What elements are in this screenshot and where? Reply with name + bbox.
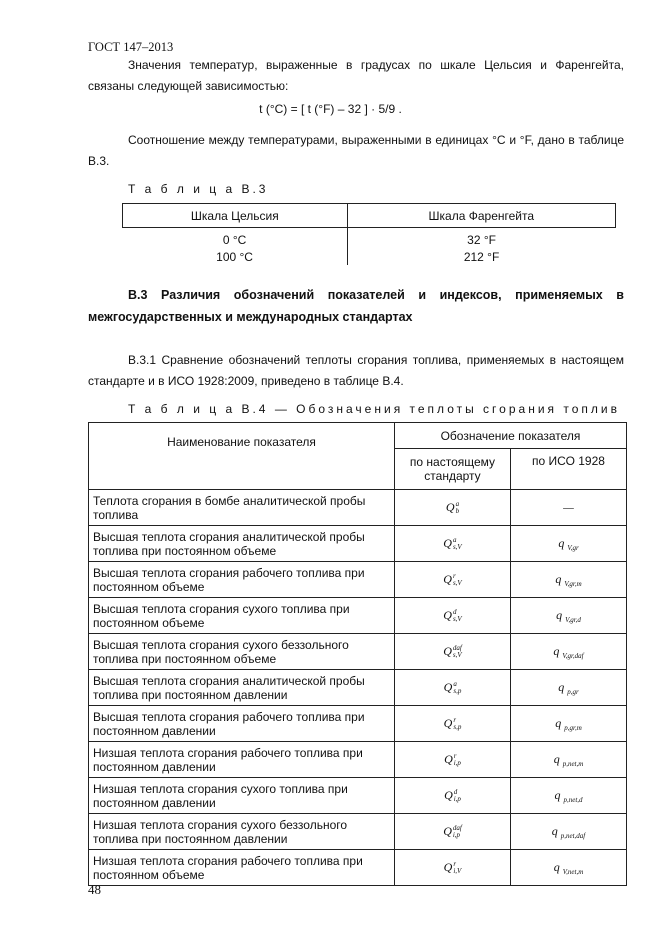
indicator-name: Высшая теплота сгорания сухого беззольного топлива при постоянном объеме — [89, 634, 395, 670]
symbol-sup: d — [452, 607, 457, 616]
iso-symbol — [556, 608, 581, 622]
symbol-sup: a — [455, 499, 460, 508]
symbol-this-standard — [395, 490, 511, 526]
symbol-this-standard — [395, 706, 511, 742]
symbol-sub: s,V — [452, 542, 462, 551]
symbol-sub: s,V — [452, 614, 462, 623]
section-heading: В.3 Различия обозначений показателей и индексов, применяемых в межгосударственных и международных стандартах — [88, 288, 624, 324]
iso-symbol-sub: V,gr,m — [564, 580, 582, 588]
iso-symbol-sub: V,net,m — [562, 868, 584, 876]
iso-symbol-main: q — [555, 572, 562, 586]
iso-symbol — [555, 716, 582, 730]
symbol-sup: a — [453, 679, 457, 688]
symbol-iso — [511, 814, 627, 850]
iso-symbol-main: — — [563, 500, 574, 514]
symbol-q: Q a s,V — [443, 535, 462, 551]
symbol-this-standard — [395, 670, 511, 706]
symbol-sup: r — [453, 751, 457, 760]
symbol-q: Q a s,p — [443, 679, 462, 695]
iso-symbol-main: q — [554, 788, 561, 802]
symbol-iso — [511, 778, 627, 814]
symbol-iso — [511, 742, 627, 778]
symbol-this-standard — [395, 742, 511, 778]
indicator-name: Низшая теплота сгорания рабочего топлива при постоянном объеме — [89, 850, 395, 886]
symbol-sup: r — [453, 715, 457, 724]
iso-symbol-sub: V,gr — [567, 544, 579, 552]
symbol-sup: a — [452, 535, 457, 544]
symbol-q: Q r s,V — [443, 571, 462, 587]
symbol-iso — [511, 598, 627, 634]
symbol-this-standard — [395, 526, 511, 562]
iso-symbol-main: q — [558, 536, 565, 550]
symbol-this-standard — [395, 562, 511, 598]
iso-symbol-main: q — [553, 752, 560, 766]
indicator-name: Низшая теплота сгорания сухого беззольного топлива при постоянном давлении — [89, 814, 395, 850]
table4-header-iso: по ИСО 1928 — [511, 449, 627, 490]
table-row — [123, 248, 616, 265]
table-heat-of-combustion-symbols — [88, 422, 627, 886]
iso-symbol-sub: p,net,m — [562, 760, 584, 768]
iso-symbol-main: q — [553, 644, 560, 658]
iso-symbol-main: q — [556, 608, 563, 622]
symbol-iso — [511, 850, 627, 886]
table-cell: 0 °С — [222, 232, 247, 247]
indicator-name: Низшая теплота сгорания рабочего топлива при постоянном давлении — [89, 742, 395, 778]
symbol-q: Q r s,p — [443, 715, 462, 731]
symbol-sup: daf — [452, 643, 462, 652]
symbol-this-standard — [395, 634, 511, 670]
symbol-sup: d — [453, 787, 458, 796]
indicator-name: Низшая теплота сгорания сухого топлива при постоянном давлении — [89, 778, 395, 814]
iso-symbol — [563, 500, 574, 514]
iso-symbol — [554, 788, 582, 802]
symbol-sup: r — [452, 571, 456, 580]
table4-caption — [128, 402, 620, 416]
indicator-name: Высшая теплота сгорания аналитической пробы топлива при постоянном давлении — [89, 670, 395, 706]
iso-symbol-main: q — [558, 680, 565, 694]
paragraph-table-reference: Соотношение между температурами, выраженными в единицах °С и °F, дано в таблице В.3. — [88, 133, 624, 168]
table3-header-celsius: Шкала Цельсия — [123, 204, 348, 228]
table-row — [89, 598, 627, 634]
table-temperature-scales — [122, 203, 616, 265]
symbol-iso — [511, 562, 627, 598]
symbol-sub: s,V — [452, 650, 462, 659]
iso-symbol — [555, 572, 581, 586]
symbol-sup: r — [453, 859, 457, 868]
symbol-iso — [511, 706, 627, 742]
table-row — [89, 670, 627, 706]
table3-header-fahrenheit: Шкала Фаренгейта — [347, 204, 615, 228]
formula: t (°С) = [ t (°F) – 32 ] · 5/9 . — [259, 102, 402, 116]
table-row — [89, 850, 627, 886]
indicator-name: Теплота сгорания в бомбе аналитической пробы топлива — [89, 490, 395, 526]
symbol-q: Q d s,V — [443, 607, 462, 623]
symbol-sub: i,p — [453, 758, 461, 767]
iso-symbol-sub: p,gr — [567, 688, 579, 696]
table-row — [89, 490, 627, 526]
symbol-sub: s,V — [452, 578, 462, 587]
symbol-q: Q daf i,p — [443, 823, 462, 839]
table4-header-name: Наименование показателя — [89, 423, 395, 490]
iso-symbol-sub: V,gr,d — [565, 616, 581, 624]
indicator-name: Высшая теплота сгорания аналитической пробы топлива при постоянном объеме — [89, 526, 395, 562]
iso-symbol — [554, 860, 583, 874]
symbol-q: Q d i,p — [444, 787, 461, 803]
paragraph-temperature-relation: Значения температур, выраженные в градусах по шкале Цельсия и Фаренгейта, связаны следующей зависимостью: — [88, 58, 624, 93]
symbol-sub: i,p — [452, 830, 461, 839]
iso-symbol — [558, 680, 578, 694]
table3-caption: Т а б л и ц а В.3 — [128, 182, 269, 196]
symbol-iso — [511, 490, 627, 526]
iso-symbol — [552, 824, 586, 838]
paragraph-comparison: В.3.1 Сравнение обозначений теплоты сгорания топлива, применяемых в настоящем стандарте и в ИСО 1928:2009, приведено в таблице В.4. — [88, 353, 624, 388]
symbol-sub: s,p — [453, 686, 462, 695]
table-row — [89, 634, 627, 670]
iso-symbol-sub: p,net,daf — [560, 832, 586, 840]
iso-symbol-main: q — [551, 824, 558, 838]
symbol-iso — [511, 526, 627, 562]
page-header: ГОСТ 147–2013 — [88, 40, 174, 54]
symbol-q: Q a b — [445, 499, 460, 515]
symbol-q: Q r i,V — [443, 859, 462, 875]
table-cell: 212 °F — [347, 248, 615, 265]
table4-header-this-standard: по настоящему стандарту — [395, 449, 511, 490]
table-row — [89, 562, 627, 598]
indicator-name: Высшая теплота сгорания сухого топлива при постоянном объеме — [89, 598, 395, 634]
iso-symbol-sub: V,gr,daf — [562, 652, 584, 660]
symbol-this-standard — [395, 778, 511, 814]
symbol-sub: s,p — [453, 722, 462, 731]
iso-symbol-sub: p,net,d — [563, 796, 583, 804]
symbol-iso — [511, 670, 627, 706]
table-cell: 100 °С — [216, 249, 253, 264]
symbol-this-standard — [395, 850, 511, 886]
page-number: 48 — [88, 882, 101, 897]
iso-symbol-sub: p,gr,m — [564, 724, 582, 732]
table4-header-group: Обозначение показателя — [395, 423, 627, 449]
table-row — [89, 742, 627, 778]
indicator-name: Высшая теплота сгорания рабочего топлива при постоянном давлении — [89, 706, 395, 742]
indicator-name: Высшая теплота сгорания рабочего топлива при постоянном объеме — [89, 562, 395, 598]
symbol-iso — [511, 634, 627, 670]
symbol-this-standard — [395, 814, 511, 850]
table-cell: 32 °F — [347, 228, 615, 249]
iso-symbol-main: q — [553, 860, 560, 874]
table-row — [89, 706, 627, 742]
symbol-q: Q r i,p — [444, 751, 461, 767]
iso-symbol — [554, 752, 584, 766]
symbol-sub: b — [455, 506, 460, 515]
symbol-this-standard — [395, 598, 511, 634]
table-row — [89, 778, 627, 814]
table-row — [89, 526, 627, 562]
table4-caption-text: Т а б л и ц а В.4 — Обозначения теплоты сгорания топлив — [128, 402, 620, 416]
iso-symbol — [558, 536, 578, 550]
symbol-sub: i,V — [453, 866, 462, 875]
symbol-sub: i,p — [453, 794, 461, 803]
symbol-sup: daf — [452, 823, 462, 832]
symbol-q: Q daf s,V — [443, 643, 462, 659]
table-row — [89, 814, 627, 850]
iso-symbol-main: q — [555, 716, 562, 730]
table-row — [123, 228, 616, 249]
iso-symbol — [553, 644, 583, 658]
